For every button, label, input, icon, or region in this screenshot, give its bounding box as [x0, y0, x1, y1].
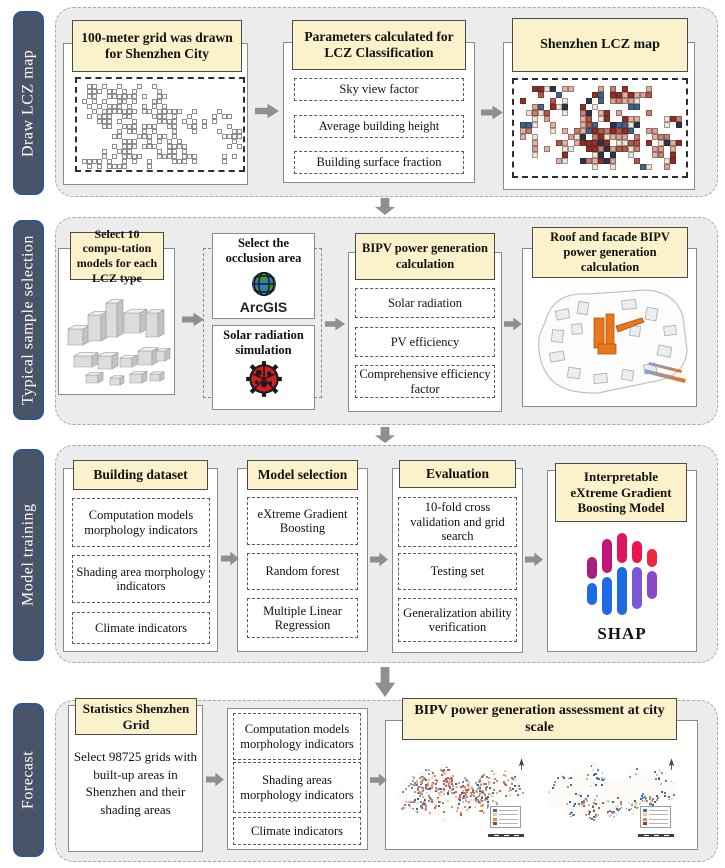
list-item — [247, 553, 358, 590]
evaluation-header — [399, 460, 516, 488]
stage-label-typical-sample-selection — [13, 220, 44, 420]
statistics-header — [75, 698, 197, 735]
shap-caption: SHAP — [597, 624, 647, 643]
computation-models-header — [70, 226, 164, 285]
assessment-map-radiation — [395, 752, 530, 840]
params-box-title: Parameters calculated for LCZ Classification — [304, 28, 454, 60]
list-item — [233, 713, 361, 760]
building-dataset-title: Building dataset — [93, 466, 188, 482]
list-item — [72, 612, 210, 644]
arcgis-globe-icon — [247, 267, 281, 301]
list-item — [72, 498, 210, 547]
simulation-title: Solar radiation simulation — [223, 328, 304, 357]
roof-facade-title: Roof and facade BIPV power generation calculation — [550, 229, 670, 275]
list-item — [233, 762, 361, 813]
assessment-title: BIPV power generation assessment at city scale — [414, 702, 665, 735]
roof-facade-image — [526, 282, 693, 402]
item-text: Shading area morphology indicators — [76, 564, 206, 593]
map-scalebar — [488, 834, 524, 837]
grid-box-header — [72, 20, 242, 72]
list-item — [355, 288, 495, 318]
item-text: Climate indicators — [95, 620, 187, 635]
stage-label-text: Typical sample selection — [19, 235, 37, 405]
item-text: Shading areas morphology indicators — [240, 773, 354, 802]
item-text: Computation models morphology indicators — [240, 722, 354, 751]
list-item — [355, 365, 495, 398]
item-text: Random forest — [265, 564, 340, 579]
list-item — [233, 817, 361, 845]
item-text: Sky view factor — [339, 82, 419, 97]
stage-label-forecast — [13, 703, 44, 857]
statistics-title: Statistics Shenzhen Grid — [82, 700, 190, 732]
item-text: eXtreme Gradient Boosting — [257, 506, 348, 535]
grid-map-scatter — [77, 79, 243, 170]
list-item — [398, 598, 517, 642]
stage-label-draw-lcz-map — [13, 11, 44, 195]
list-item — [398, 497, 517, 547]
lcz-map-scatter — [514, 80, 686, 176]
stage-label-text: Draw LCZ map — [19, 49, 37, 157]
list-item — [294, 78, 464, 101]
list-item — [247, 497, 358, 545]
grid-box-title: 100-meter grid was drawn for Shenzhen City — [81, 29, 233, 61]
lcz-map-header — [512, 18, 688, 72]
item-text: Comprehensive efficiency factor — [359, 367, 491, 396]
arcgis-logo-text: ArcGIS — [239, 299, 288, 315]
roof-facade-header — [532, 227, 688, 278]
item-text: Generalization ability verification — [403, 605, 512, 634]
north-arrow-icon — [517, 758, 526, 771]
assessment-map-power — [545, 752, 680, 840]
north-arrow-icon — [667, 758, 676, 771]
list-item — [294, 151, 464, 174]
map-legend — [490, 806, 521, 829]
computation-models-title: Select 10 compu-tation models for each LCZ type — [76, 226, 158, 285]
item-text: Building surface fraction — [316, 155, 442, 170]
grid-map-image — [75, 77, 245, 172]
occlusion-title: Select the occlusion area — [225, 236, 302, 265]
ladybug-icon — [243, 358, 285, 400]
list-item — [355, 327, 495, 357]
item-text: PV efficiency — [390, 334, 460, 349]
shap-logo — [585, 531, 659, 617]
lcz-map-title: Shenzhen LCZ map — [540, 37, 660, 53]
list-item — [294, 115, 464, 138]
down-arrow-icon — [374, 427, 396, 443]
assessment-header — [402, 698, 677, 740]
simulation-box — [212, 325, 315, 410]
item-text: Solar radiation — [388, 295, 462, 310]
list-item — [72, 555, 210, 603]
building-dataset-header — [73, 460, 208, 490]
statistics-body: Select 98725 grids with built-up areas in Shenzhen and their shading areas — [73, 749, 198, 817]
stage-label-text: Forecast — [19, 750, 37, 810]
model-selection-header — [247, 460, 358, 490]
lcz-map-image — [512, 78, 688, 178]
down-arrow-icon — [374, 667, 396, 697]
map-scalebar — [638, 834, 674, 837]
down-arrow-icon — [374, 198, 396, 215]
interpretable-model-title: Interpretable eXtreme Gradient Boosting Model — [570, 468, 672, 516]
item-text: 10-fold cross validation and grid search — [410, 500, 505, 544]
stage-label-model-training — [13, 449, 44, 661]
item-text: Computation models morphology indicators — [84, 508, 198, 537]
item-text: Average building height — [318, 119, 440, 134]
evaluation-title: Evaluation — [425, 465, 490, 481]
list-item — [398, 553, 517, 590]
map-legend — [640, 806, 671, 829]
interpretable-model-header — [555, 463, 687, 522]
params-box-header — [292, 20, 466, 70]
list-item — [247, 598, 358, 638]
item-text: Multiple Linear Regression — [263, 603, 342, 632]
computation-models-image — [62, 283, 171, 389]
model-selection-title: Model selection — [257, 466, 348, 482]
bipv-calc-title: BIPV power generation calculation — [362, 241, 488, 271]
item-text: Climate indicators — [251, 823, 343, 838]
bipv-calc-header — [355, 233, 495, 280]
stage-label-text: Model training — [19, 503, 37, 607]
occlusion-box — [212, 233, 315, 319]
item-text: Testing set — [430, 564, 485, 579]
